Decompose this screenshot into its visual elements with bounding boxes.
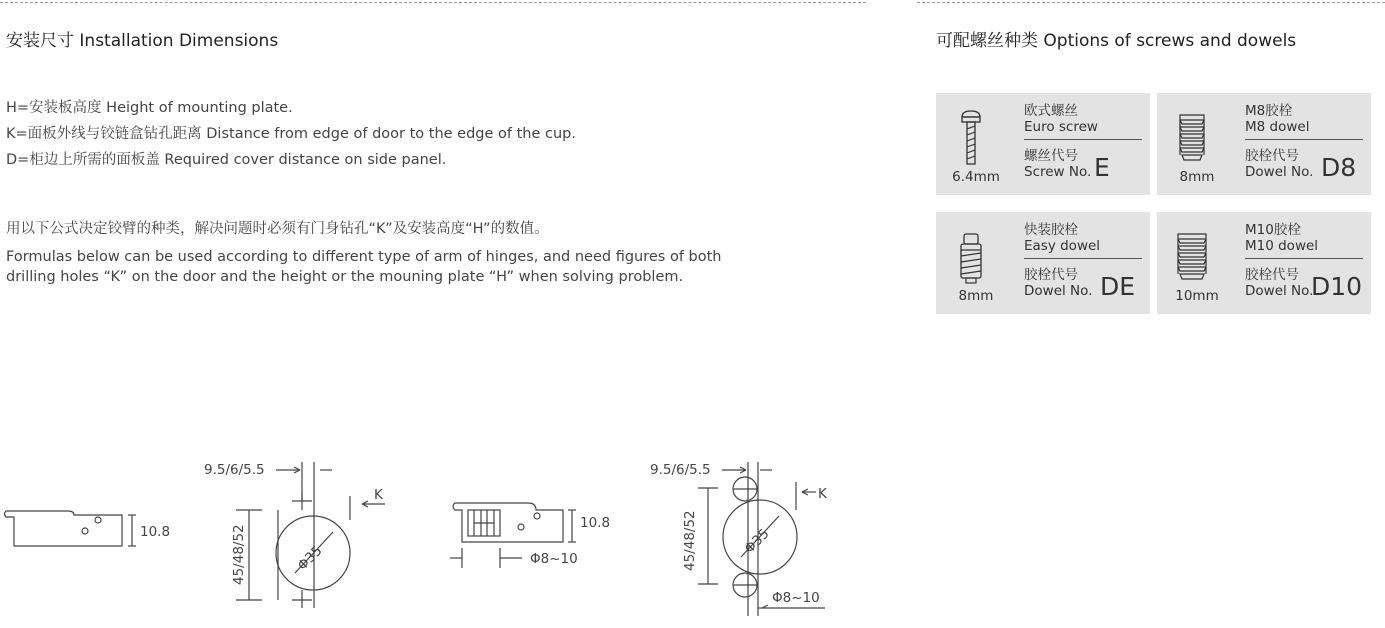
name-cn: 快装胶栓 xyxy=(1024,222,1078,238)
drawing-1-plate-side xyxy=(5,511,137,546)
card-m10-dowel xyxy=(1157,212,1371,314)
label-en: Dowel No. xyxy=(1245,164,1314,180)
m8-dowel-icon xyxy=(1167,107,1217,167)
size-label: 6.4mm xyxy=(952,169,1000,185)
right-divider xyxy=(917,2,1385,3)
label-en: Dowel No. xyxy=(1024,283,1093,299)
euro-screw-icon xyxy=(946,107,996,167)
divider xyxy=(1245,139,1363,140)
code: D10 xyxy=(1311,272,1363,301)
size-label: 8mm xyxy=(958,288,994,304)
name-en: Easy dowel xyxy=(1024,238,1101,254)
d2-offset-label: 9.5/6/5.5 xyxy=(204,462,265,478)
name-en: M8 dowel xyxy=(1245,119,1310,135)
easy-dowel-icon xyxy=(946,226,996,286)
def-d: D=柜边上所需的面板盖 Required cover distance on side panel. xyxy=(6,152,447,168)
label-cn: 胶栓代号 xyxy=(1024,267,1078,283)
label-en: Dowel No. xyxy=(1245,283,1314,299)
size-label: 8mm xyxy=(1179,169,1215,185)
drawing-2-cup-top xyxy=(236,462,385,608)
formula-cn: 用以下公式决定铰臂的种类，解决问题时必须有门身钻孔“K”及安装高度“H”的数值。 xyxy=(6,221,549,237)
formula-en-line1: Formulas below can be used according to different type of arm of hinges, and need figures of both xyxy=(6,249,722,265)
install-title: 安装尺寸 Installation Dimensions xyxy=(6,31,279,51)
divider xyxy=(1245,258,1363,259)
screws-title: 可配螺丝种类 Options of screws and dowels xyxy=(936,31,1297,51)
divider xyxy=(1024,139,1142,140)
name-cn: 欧式螺丝 xyxy=(1024,103,1078,119)
label-cn: 螺丝代号 xyxy=(1024,148,1078,164)
d4-dowel-label: Φ8~10 xyxy=(772,590,820,606)
d4-offset-label: 9.5/6/5.5 xyxy=(650,462,711,478)
name-en: M10 dowel xyxy=(1245,238,1319,254)
d4-vertical-label: 45/48/52 xyxy=(682,510,698,571)
formula-en-line2: drilling holes “K” on the door and the height or the mouning plate “H” when solving problem. xyxy=(6,269,684,285)
name-cn: M10胶栓 xyxy=(1245,222,1301,238)
d1-height-label: 10.8 xyxy=(140,524,171,540)
label-en: Screw No. xyxy=(1024,164,1092,180)
divider xyxy=(1024,258,1142,259)
m10-dowel-icon xyxy=(1167,226,1217,286)
d3-height-label: 10.8 xyxy=(580,515,611,531)
d3-dowel-label: Φ8~10 xyxy=(530,551,578,567)
card-euro-screw xyxy=(936,93,1150,195)
size-label: 10mm xyxy=(1175,288,1219,304)
label-cn: 胶栓代号 xyxy=(1245,148,1299,164)
card-m8-dowel xyxy=(1157,93,1371,195)
def-k: K=面板外线与铰链盒钻孔距离 Distance from edge of door to the edge of the cup. xyxy=(6,126,576,142)
label-cn: 胶栓代号 xyxy=(1245,267,1299,283)
card-easy-dowel xyxy=(936,212,1150,314)
name-en: Euro screw xyxy=(1024,119,1098,135)
def-h: H=安装板高度 Height of mounting plate. xyxy=(6,100,293,116)
d2-vertical-label: 45/48/52 xyxy=(231,524,247,585)
d4-cup-label: Φ35 xyxy=(741,525,773,557)
d2-cup-label: Φ35 xyxy=(294,542,326,574)
d4-k-label: K xyxy=(818,486,827,502)
installation-drawings xyxy=(0,440,900,628)
code: DE xyxy=(1100,272,1136,301)
d2-k-label: K xyxy=(374,487,383,503)
code: E xyxy=(1094,153,1110,182)
left-divider xyxy=(0,2,866,3)
code: D8 xyxy=(1321,153,1357,182)
name-cn: M8胶栓 xyxy=(1245,103,1293,119)
